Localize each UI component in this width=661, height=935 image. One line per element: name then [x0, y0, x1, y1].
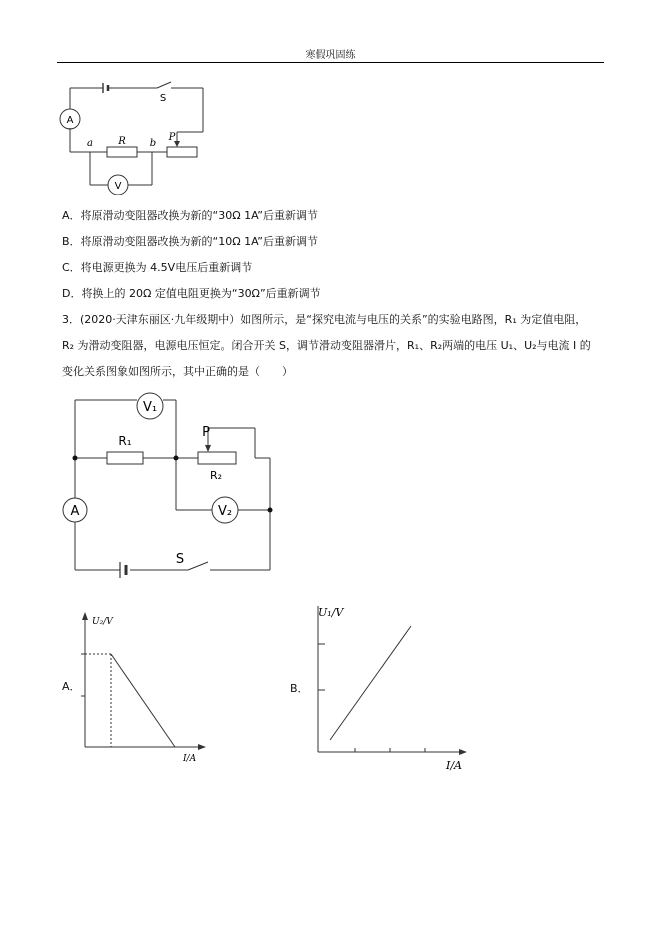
slider-label: P — [168, 132, 176, 143]
v1-label: V₁ — [142, 400, 158, 415]
option-c: C．将电源更换为 4.5V电压后重新调节 — [62, 261, 253, 274]
junction-dot — [73, 456, 78, 461]
point-b-label: b — [149, 138, 157, 149]
option-b: B．将原滑动变阻器改换为新的“10Ω 1A”后重新调节 — [62, 235, 319, 248]
junction-dot — [268, 508, 273, 513]
graph-a-option-label: A． — [62, 680, 81, 693]
header-rule — [57, 62, 604, 63]
graph-b-option-label: B． — [290, 682, 309, 695]
question-3-line-3: 变化关系图象如图所示，其中正确的是（ ） — [62, 365, 293, 378]
question-3-line-2: R₂ 为滑动变阻器，电源电压恒定。闭合开关 S，调节滑动变阻器滑片，R₁、R₂两端的电压 U₁、U₂与电流 I 的 — [62, 339, 591, 352]
resistor-label: R — [118, 136, 126, 147]
graph-b-x-label: I/A — [446, 759, 462, 772]
switch-label-2: S — [175, 552, 185, 567]
v2-label: V₂ — [217, 504, 233, 519]
circuit-diagram-2 — [60, 390, 285, 585]
point-a-label: a — [87, 138, 93, 149]
graph-b — [310, 598, 470, 773]
page-header-title: 寒假巩固练 — [305, 50, 356, 61]
slider-p-label: P — [202, 425, 210, 440]
question-3-line-1: 3．(2020·天津东丽区·九年级期中）如图所示，是“探究电流与电压的关系”的实验电路图，R₁ 为定值电阻， — [62, 313, 587, 326]
graph-a-y-label: U₂/V — [92, 617, 113, 627]
slider-arrow-icon-2 — [205, 445, 211, 452]
option-d: D．将换上的 20Ω 定值电阻更换为“30Ω”后重新调节 — [62, 287, 321, 300]
r1-label: R₁ — [118, 434, 132, 448]
r2-label: R₂ — [209, 469, 223, 482]
graph-b-y-label: U₁/V — [318, 606, 344, 619]
voltmeter-label: V — [114, 181, 122, 192]
switch-label: S — [159, 93, 167, 104]
junction-dot — [174, 456, 179, 461]
ammeter-label-2: A — [70, 504, 80, 519]
graph-a-x-label: I/A — [183, 754, 197, 764]
graph-a — [78, 610, 213, 765]
circuit-diagram-1 — [55, 80, 215, 195]
ammeter-label: A — [66, 115, 74, 126]
option-a: A．将原滑动变阻器改换为新的“30Ω 1A”后重新调节 — [62, 209, 318, 222]
